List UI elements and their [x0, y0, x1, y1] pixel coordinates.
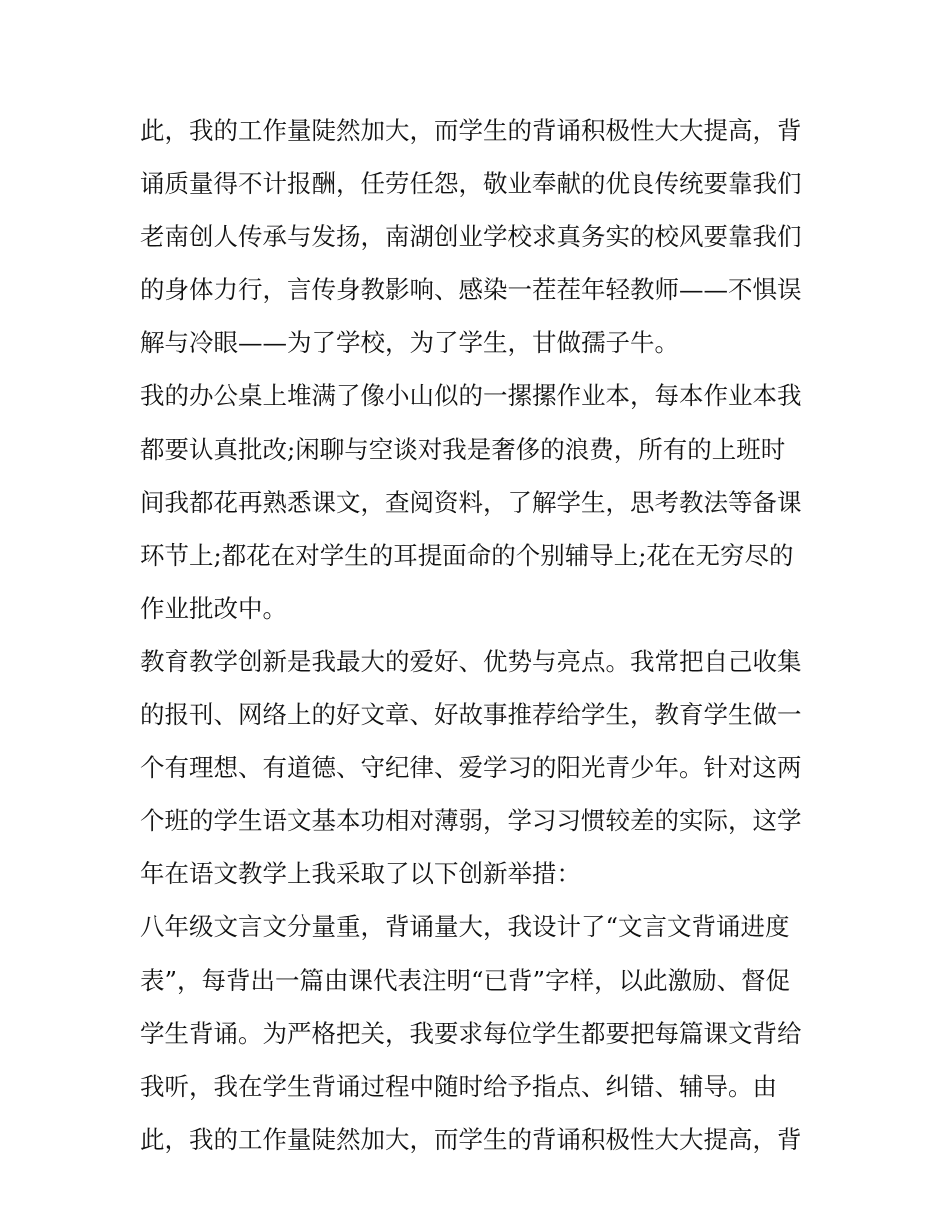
body-text [140, 104, 820, 1166]
text-line: 学生背诵。为严格把关，我要求每位学生都要把每篇课文背给 [140, 1018, 802, 1048]
text-line: 解与冷眼——为了学校，为了学生，甘做孺子牛。 [140, 328, 679, 358]
text-line: 老南创人传承与发扬，南湖创业学校求真务实的校风要靠我们 [140, 222, 802, 252]
text-line: 个班的学生语文基本功相对薄弱，学习习惯较差的实际，这学 [140, 806, 802, 836]
text-line: 此，我的工作量陡然加大，而学生的背诵积极性大大提高，背 [140, 116, 802, 145]
text-line: 我听，我在学生背诵过程中随时给予指点、纠错、辅导。由 [140, 1071, 777, 1101]
text-line: 表”，每背出一篇由课代表注明“已背”字样，以此激励、督促 [140, 965, 791, 995]
text-line: 年在语文教学上我采取了以下创新举措： [140, 859, 581, 889]
text-line: 间我都花再熟悉课文，查阅资料，了解学生，思考教法等备课 [140, 487, 802, 517]
text-line: 的报刊、网络上的好文章、好故事推荐给学生，教育学生做一 [140, 700, 802, 730]
text-line: 的身体力行，言传身教影响、感染一茬茬年轻教师——不惧误 [140, 275, 802, 305]
text-line: 都要认真批改;闲聊与空谈对我是奢侈的浪费，所有的上班时 [140, 434, 786, 464]
text-line: 教育教学创新是我最大的爱好、优势与亮点。我常把自己收集 [140, 646, 802, 676]
text-line: 环节上;都花在对学生的耳提面命的个别辅导上;花在无穷尽的 [140, 540, 794, 570]
text-line: 个有理想、有道德、守纪律、爱学习的阳光青少年。针对这两 [140, 753, 802, 783]
text-line: 诵质量得不计报酬，任劳任怨，敬业奉献的优良传统要靠我们 [140, 169, 802, 199]
text-line: 作业批改中。 [140, 593, 287, 623]
text-line: 我的办公桌上堆满了像小山似的一摞摞作业本，每本作业本我 [140, 381, 802, 411]
text-line: 八年级文言文分量重，背诵量大，我设计了“文言文背诵进度 [140, 912, 790, 942]
text-line: 此，我的工作量陡然加大，而学生的背诵积极性大大提高，背 [140, 1124, 802, 1154]
